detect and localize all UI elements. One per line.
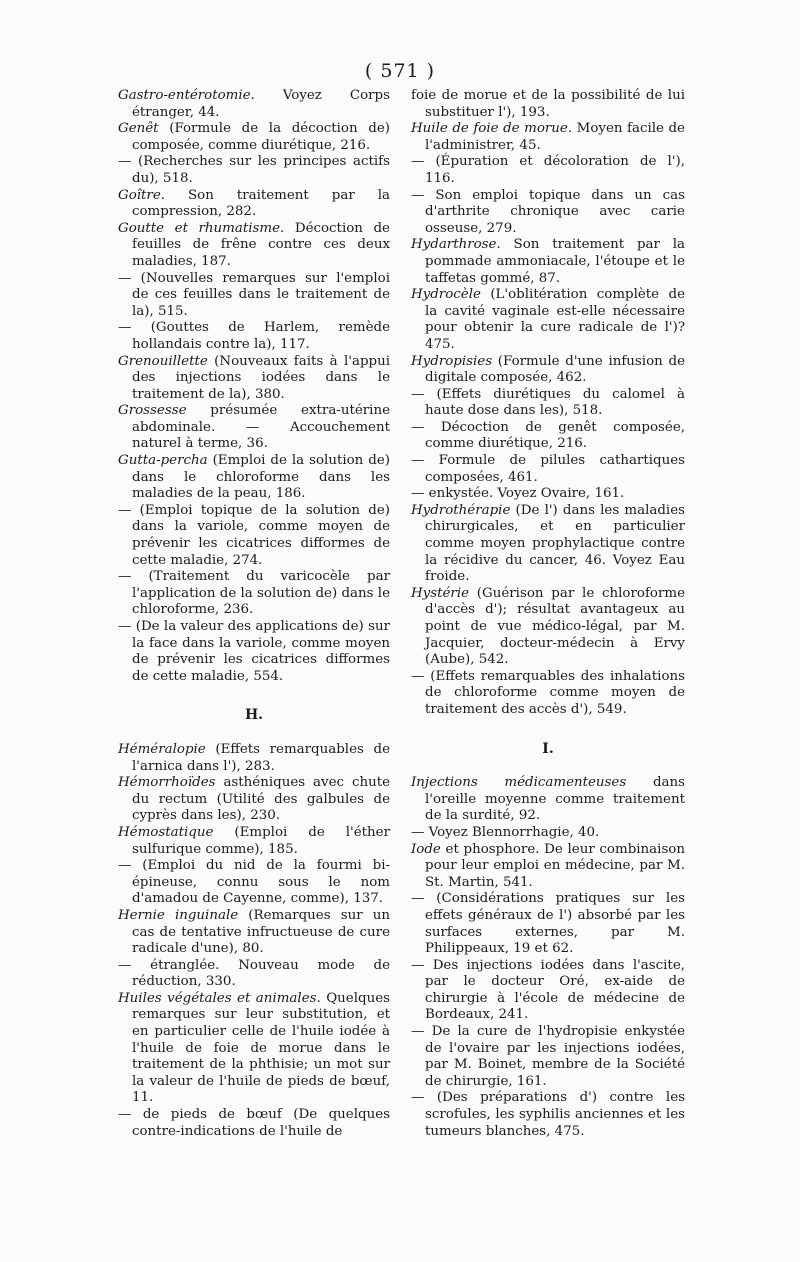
index-entry (118, 991, 390, 1107)
entry-term: Gutta-percha (118, 453, 208, 469)
entry-term: Huile de foie de morue. (411, 121, 573, 137)
entry-text: — (De la valeur des applications de) sur la face dans la variole, comme moyen de prévenir les cicatrices difformes de cette maladie, 554. (118, 619, 390, 684)
entry-text: et phosphore. De leur combinaison pour leur emploi en médecine, par M. St. Martin, 541. (425, 841, 685, 890)
entry-text: (L'oblitération complète de la cavité vaginale est-elle nécessaire pour obtenir la cure radicale de l')? 475. (425, 287, 685, 352)
index-entry (118, 742, 390, 775)
entry-term: Hydrothérapie (411, 502, 511, 518)
entry-term: Iode (411, 841, 441, 857)
entry-term: Grenouillette (118, 353, 208, 369)
index-entry (118, 453, 390, 503)
index-entry (411, 188, 685, 238)
right-column (411, 88, 685, 1140)
index-entry (411, 453, 685, 486)
index-entry (411, 503, 685, 586)
index-entry (118, 825, 390, 858)
entry-text: présumée extra-utérine abdominale. — Accouchement naturel à terme, 36. (132, 403, 390, 452)
entry-text: (Nouveaux faits à l'appui des injections iodées dans le traitement de la), 380. (132, 353, 390, 402)
entry-term: Genêt (118, 121, 159, 137)
entry-term: Hydarthrose. (411, 237, 501, 253)
index-entry (411, 287, 685, 353)
index-entry (411, 486, 685, 503)
entry-text: (Emploi de l'éther sulfurique comme), 185. (132, 824, 390, 857)
index-entry (411, 669, 685, 719)
entry-term: Goutte et rhumatisme. (118, 220, 285, 236)
index-entry (118, 619, 390, 685)
index-entry (118, 188, 390, 221)
entry-text: Moyen facile de l'administrer, 45. (425, 121, 685, 153)
entry-text: — (Nouvelles remarques sur l'emploi de ces feuilles dans le traitement de la), 515. (118, 270, 390, 319)
index-entry (411, 775, 685, 825)
entry-text: — Formule de pilules cathartiques composées, 461. (411, 453, 685, 485)
entry-text: Voyez Corps étranger, 44. (132, 88, 390, 120)
index-entry (118, 569, 390, 619)
entry-text: — (Épuration et décoloration de l'), 116. (411, 154, 685, 186)
index-entry (411, 354, 685, 387)
index-entry (411, 891, 685, 957)
index-entry (411, 121, 685, 154)
entry-text: — (Effets diurétiques du calomel à haute dose dans les), 518. (411, 386, 685, 419)
index-entry (118, 775, 390, 825)
index-entry (411, 1024, 685, 1090)
entry-text: — (Considérations pratiques sur les effets généraux de l') absorbé par les surfaces externes, par M. Philippeaux, 19 et 62. (411, 891, 685, 957)
index-entry (118, 908, 390, 958)
entry-term: Huiles végétales et animales. (118, 990, 321, 1006)
index-entry (411, 88, 685, 121)
entry-text: — De la cure de l'hydropisie enkystée de l'ovaire par les injections iodées, par M. Boinet, membre de la Société de chirurgie, 161. (411, 1024, 685, 1089)
index-entry (411, 842, 685, 892)
index-entry (118, 221, 390, 271)
entries-h-continued (411, 88, 685, 719)
index-entry (118, 958, 390, 991)
entry-text: — (Traitement du varicocèle par l'application de la solution de) dans le chloroforme, 236. (118, 569, 390, 618)
entry-text: — (Gouttes de Harlem, remède hollandais contre la), 117. (118, 320, 390, 352)
index-entry (411, 1090, 685, 1140)
entry-text: — Décoction de genêt composée, comme diurétique, 216. (411, 419, 685, 452)
index-entry (411, 387, 685, 420)
entries-h (118, 742, 390, 1140)
entry-term: Hernie inguinale (118, 907, 239, 923)
entry-text: (Emploi de la solution de) dans le chloroforme dans les maladies de la peau, 186. (132, 453, 390, 502)
index-entry (411, 825, 685, 842)
section-letter-h: H. (244, 707, 264, 724)
entry-text: — Voyez Blennorrhagie, 40. (411, 824, 600, 840)
index-entry (118, 320, 390, 353)
entry-text: Quelques remarques sur leur substitution, et en particulier celle de l'huile iodée à l'huile de foie de morue dans le traitement de la phthisie; un mot sur la valeur de l'huile de pieds de bœuf, 11. (132, 990, 391, 1106)
entry-term: Hydropisies (411, 353, 493, 369)
entry-text: (Remarques sur un cas de tentative infructueuse de cure radicale d'une), 80. (132, 907, 390, 957)
entry-text: — Des injections iodées dans l'ascite, par le docteur Oré, ex-aide de chirurgie à l'école de médecine de Bordeaux, 241. (411, 957, 685, 1023)
index-entry (118, 271, 390, 321)
entry-text: — (Emploi topique de la solution de) dans la variole, comme moyen de prévenir les cicatrices difformes de cette maladie, 274. (118, 502, 390, 568)
entry-text: (Formule d'une infusion de digitale composée, 462. (425, 353, 685, 386)
entry-text: (Effets remarquables de l'arnica dans l'), 283. (132, 741, 390, 774)
entries-i (411, 775, 685, 1140)
index-entry (411, 586, 685, 669)
entry-term: Hydrocèle (411, 287, 481, 303)
entry-text: (Formule de la décoction de) composée, comme diurétique, 216. (132, 121, 390, 153)
entry-text: — Son emploi topique dans un cas d'arthrite chronique avec carie osseuse, 279. (411, 187, 685, 236)
entry-term: Gastro-entérotomie. (118, 88, 255, 103)
index-entry (118, 1107, 390, 1140)
entry-text: asthéniques avec chute du rectum (Utilité des galbules de cyprès dans les), 230. (132, 775, 390, 824)
entry-text: — de pieds de bœuf (De quelques contre-indications de l'huile de (118, 1107, 390, 1139)
entry-text: — étranglée. Nouveau mode de réduction, 330. (118, 957, 390, 990)
index-entry (411, 958, 685, 1024)
entry-text: Décoction de feuilles de frêne contre ces deux maladies, 187. (132, 220, 390, 269)
index-entry (411, 237, 685, 287)
index-entry (118, 154, 390, 187)
index-entry (118, 403, 390, 453)
left-column (118, 88, 390, 1140)
index-entry (118, 354, 390, 404)
entry-text: — (Emploi du nid de la fourmi bi-épineuse, connu sous le nom d'amadou de Cayenne, comme), 137. (118, 858, 390, 907)
index-entry (118, 121, 390, 154)
index-entry (118, 858, 390, 908)
entries-g (118, 88, 390, 685)
entry-term: Goître. (118, 187, 166, 203)
entry-text: dans l'oreille moyenne comme traitement de la surdité, 92. (425, 775, 685, 824)
index-entry (411, 154, 685, 187)
entry-text: (Guérison par le chloroforme d'accès d'); résultat avantageux au point de vue médico-légal, par M. Jacquier, docteur-médecin à Ervy (Aube), 542. (425, 585, 685, 668)
entry-term: Hémostatique (118, 824, 214, 840)
entry-text: foie de morue et de la possibilité de lui substituer l'), 193. (411, 88, 685, 120)
entry-term: Héméralopie (118, 741, 206, 757)
entry-text: (De l') dans les maladies chirurgicales, et en particulier comme moyen prophylactique contre la récidive du cancer, 46. Voyez Eau froide. (425, 502, 685, 585)
section-letter-i: I. (542, 740, 554, 757)
index-entry (118, 503, 390, 569)
entry-text: — (Recherches sur les principes actifs du), 518. (118, 154, 390, 186)
entry-term: Hystérie (411, 585, 470, 601)
entry-text: Son traitement par la pommade ammoniacale, l'étoupe et le taffetas gommé, 87. (425, 237, 685, 286)
index-entry (118, 88, 390, 121)
entry-text: — (Des préparations d') contre les scrofules, les syphilis anciennes et les tumeurs blanches, 475. (411, 1090, 685, 1139)
entry-term: Grossesse (118, 403, 187, 419)
page-number: ( 571 ) (364, 60, 436, 82)
entry-text: — (Effets remarquables des inhalations de chloroforme comme moyen de traitement des accès d'), 549. (411, 668, 685, 717)
entry-term: Hémorrhoïdes (118, 775, 216, 791)
entry-text: — enkystée. Voyez Ovaire, 161. (411, 486, 625, 502)
index-entry (411, 420, 685, 453)
entry-text: Son traitement par la compression, 282. (132, 187, 390, 220)
entry-term: Injections médicamenteuses (411, 775, 627, 791)
